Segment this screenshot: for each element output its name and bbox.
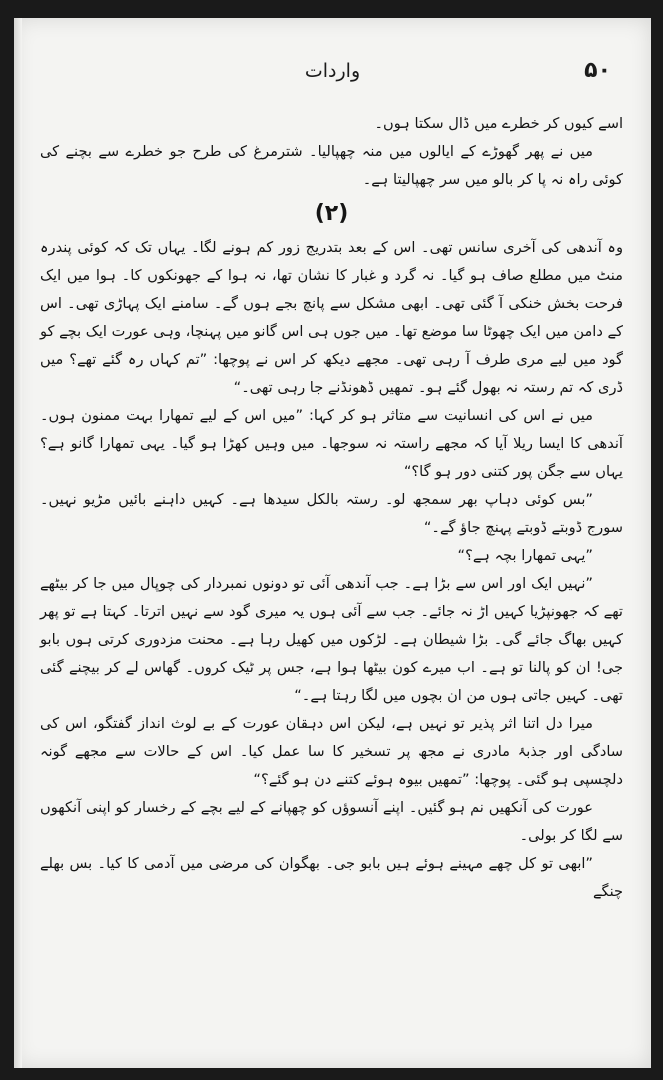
- page-number: ۵۰: [584, 58, 611, 83]
- running-title: واردات: [304, 60, 361, 82]
- paragraph: میرا دل اتنا اثر پذیر تو نہیں ہے، لیکن اس دہقان عورت کے بے لوث انداز گفتگو، اس کی سادگی اور جذبۂ مادری نے مجھ پر تسخیر کا سا عمل کیا۔ اس کے حالات سے مجھے گونہ دلچسپی ہو گئی۔ پوچھا: ”تمھیں بیوہ ہوئے کتنے دن ہو گئے؟“: [40, 715, 623, 788]
- body-text: [40, 110, 623, 906]
- paragraph: عورت کی آنکھیں نم ہو گئیں۔ اپنے آنسوؤں کو چھپانے کے لیے بچے کے رخسار کو اپنی آنکھوں سے لگا کر بولی۔: [40, 799, 623, 844]
- paragraph: ”نہیں ایک اور اس سے بڑا ہے۔ جب آندھی آئی تو دونوں نمبردار کی چوپال میں جا کر بیٹھے تھے کہ جھونپڑیا کہیں اڑ نہ جائے۔ جب سے آئی ہوں یہ میری گود سے نہیں اترتا۔ کہتا ہے تو پھر کہیں بھاگ جائے گی۔ بڑا شیطان ہے۔ لڑکوں میں کھیل رہا ہے۔ محنت مزدوری کرتی ہوں بابو جی! ان کو پالنا تو ہے۔ اب میرے کون بیٹھا ہوا ہے، جس پر ٹیک کروں۔ گھاس لے کر بیچنے گئی تھی۔ کہیں جاتی ہوں من ان بچوں میں لگا رہتا ہے۔“: [40, 575, 623, 704]
- paragraph: ”ابھی تو کل چھے مہینے ہوئے ہیں بابو جی۔ بھگوان کی مرضی میں آدمی کا کیا۔ بس بھلے چنگے: [40, 855, 623, 900]
- paragraph: میں نے پھر گھوڑے کے ایالوں میں منہ چھپالیا۔ شترمرغ کی طرح جو خطرے سے بچنے کی کوئی راہ نہ پا کر بالو میں سر چھپالیتا ہے۔: [40, 143, 623, 188]
- page-gutter-shadow: [14, 18, 22, 1068]
- paragraph: اسے کیوں کر خطرے میں ڈال سکتا ہوں۔: [374, 115, 623, 132]
- paragraph: ”بس کوئی دہاپ بھر سمجھ لو۔ رستہ بالکل سیدھا ہے۔ کہیں داہنے بائیں مڑیو نہیں۔ سورج ڈوبتے ڈوبتے پہنچ جاؤ گے۔“: [40, 491, 623, 536]
- section-number: (۲): [314, 201, 349, 226]
- paragraph: ”یہی تمھارا بچہ ہے؟“: [457, 547, 593, 564]
- book-page: [14, 18, 651, 1068]
- paragraph: وہ آندھی کی آخری سانس تھی۔ اس کے بعد بتدریج زور کم ہونے لگا۔ یہاں تک کہ کوئی پندرہ منٹ میں مطلع صاف ہو گیا۔ نہ گرد و غبار کا نشان تھا، نہ ہوا کے جھونکوں کا۔ ہوا میں ایک فرحت بخش خنکی آ گئی تھی۔ ابھی مشکل سے پانچ بجے ہوں گے۔ سامنے ایک پہاڑی تھی۔ اس کے دامن میں ایک چھوٹا سا موضع تھا۔ میں جوں ہی اس گانو میں پہنچا، وہی عورت ایک بچے کو گود میں لیے مری طرف آ رہی تھی۔ مجھے دیکھ کر اس نے پوچھا: ”تم کہاں رہ گئے تھے؟ میں ڈری کہ تم رستہ نہ بھول گئے ہو۔ تمھیں ڈھونڈنے جا رہی تھی۔“: [39, 239, 623, 396]
- paragraph: میں نے اس کی انسانیت سے متاثر ہو کر کہا: ”میں اس کے لیے تمھارا بہت ممنون ہوں۔ آندھی کا ایسا ریلا آیا کہ مجھے راستہ نہ سوجھا۔ میں وہیں کھڑا ہو گیا۔ یہی تمھارا گانو ہے؟ یہاں سے جگن پور کتنی دور ہو گا؟“: [40, 407, 623, 480]
- page-header: [54, 58, 611, 92]
